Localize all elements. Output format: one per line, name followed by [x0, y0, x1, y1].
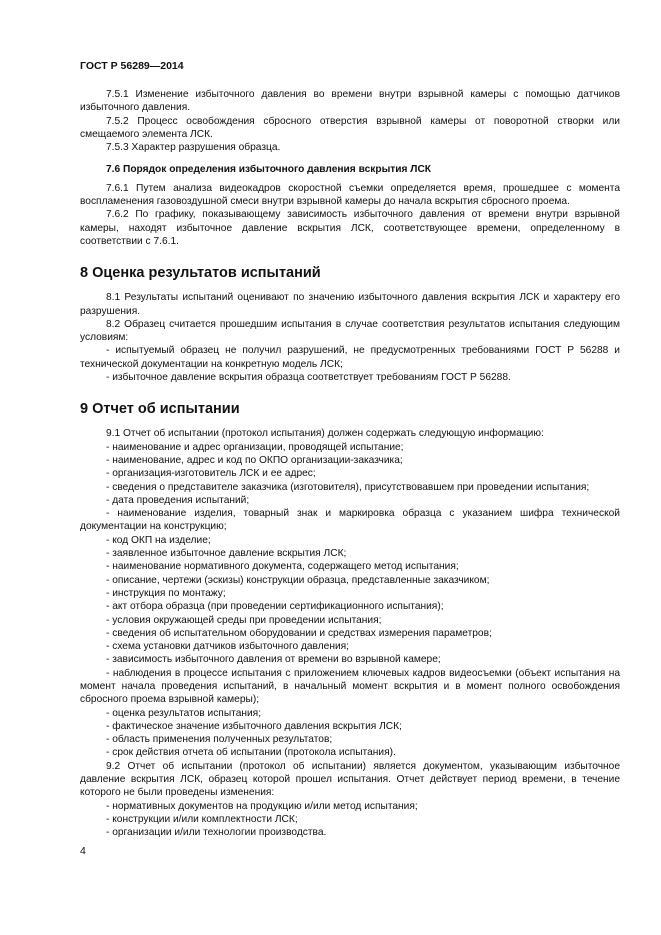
list-item: - зависимость избыточного давления от времени во взрывной камере; [106, 654, 441, 666]
subsection-heading-7-6: 7.6 Порядок определения избыточного давления вскрытия ЛСК [106, 164, 432, 176]
document-header: ГОСТ Р 56289—2014 [80, 60, 184, 72]
paragraph-7-5-2: 7.5.2 Процесс освобождения сбросного отверстия взрывной камеры от поворотной створки или смещаемого элемента ЛСК. [80, 115, 620, 140]
paragraph-7-6-1: 7.6.1 Путем анализа видеокадров скоростной съемки определяется время, прошедшее с момента воспламенения газовоздушной смеси внутри взрывной камеры до начала вскрытия сбросного проема. [80, 182, 620, 208]
list-item: - срок действия отчета об испытании (протокола испытания). [106, 747, 396, 759]
list-item: - оценка результатов испытания; [106, 707, 262, 719]
paragraph-9-1: 9.1 Отчет об испытании (протокол испытания) должен содержать следующую информацию: [106, 428, 544, 440]
list-item: - нормативных документов на продукцию и/или метод испытания; [106, 800, 418, 812]
paragraph-7-5-3: 7.5.3 Характер разрушения образца. [106, 142, 281, 154]
list-item: - схема установки датчиков избыточного давления; [106, 641, 350, 653]
list-item: - наименование нормативного документа, содержащего метод испытания; [106, 561, 459, 573]
list-item: - область применения полученных результатов; [106, 734, 333, 746]
list-item: - испытуемый образец не получил разрушений, не предусмотренных требованиями ГОСТ Р 56288 и технической документации на конкретную модель ЛСК; [80, 345, 620, 370]
list-item: - дата проведения испытаний; [106, 494, 250, 506]
list-item: - организации и/или технологии производства. [106, 827, 327, 839]
list-item: - сведения о представителе заказчика (изготовителя), присутствовавшем при проведении испытания; [106, 481, 590, 493]
paragraph-8-1: 8.1 Результаты испытаний оценивают по значению избыточного давления вскрытия ЛСК и характеру его разрушения. [80, 292, 620, 317]
list-item: - сведения об испытательном оборудовании и средствах измерения параметров; [106, 627, 492, 639]
list-item: - наблюдения в процессе испытания с приложением ключевых кадров видеосъемки (объект испытания на момент начала проведения испытаний, в начальный момент вскрытия и в момент полного освобождения сбросного проема взрывной камеры); [80, 667, 620, 706]
list-item: - акт отбора образца (при проведении сертификационного испытания); [106, 601, 444, 613]
page-number: 4 [80, 845, 86, 857]
list-item: - наименование, адрес и код по ОКПО организации-заказчика; [106, 454, 403, 466]
list-item: - конструкции и/или комплектности ЛСК; [106, 813, 298, 825]
list-item: - наименование изделия, товарный знак и маркировка образца с указанием шифра технической документации на конструкцию; [80, 508, 620, 533]
section-heading-8: 8 Оценка результатов испытаний [80, 265, 321, 282]
list-item: - организация-изготовитель ЛСК и ее адрес; [106, 468, 316, 480]
list-item: - фактическое значение избыточного давления вскрытия ЛСК; [106, 720, 402, 732]
list-item: - условия окружающей среды при проведении испытания; [106, 614, 382, 626]
section-heading-9: 9 Отчет об испытании [80, 401, 240, 418]
paragraph-7-6-2: 7.6.2 По графику, показывающему зависимость избыточного давления от времени внутри взрывной камеры, находят избыточное давление вскрытия ЛСК, соответствующее времени, определенному в соответствии с 7.6.1. [80, 209, 620, 247]
paragraph-9-2: 9.2 Отчет об испытании (протокол об испытании) является документом, указывающим избыточное давление вскрытия ЛСК, образец которой прошел испытания. Отчет действует период времени, в течение которого не были проведены изменения: [80, 760, 620, 799]
list-item: - описание, чертежи (эскизы) конструкции образца, представленные заказчиком; [106, 574, 490, 586]
paragraph-8-2: 8.2 Образец считается прошедшим испытания в случае соответствия результатов испытания следующим условиям: [80, 318, 620, 344]
page-content [80, 88, 620, 840]
paragraph-7-5-1: 7.5.1 Изменение избыточного давления во времени внутри взрывной камеры с помощью датчиков избыточного давления. [80, 89, 620, 114]
list-item: - код ОКП на изделие; [106, 534, 211, 546]
list-item: - инструкция по монтажу; [106, 587, 226, 599]
list-item: - наименование и адрес организации, проводящей испытание; [106, 441, 404, 453]
list-item: - избыточное давление вскрытия образца соответствует требованиям ГОСТ Р 56288. [106, 372, 511, 384]
list-item: - заявленное избыточное давление вскрытия ЛСК; [106, 548, 347, 560]
